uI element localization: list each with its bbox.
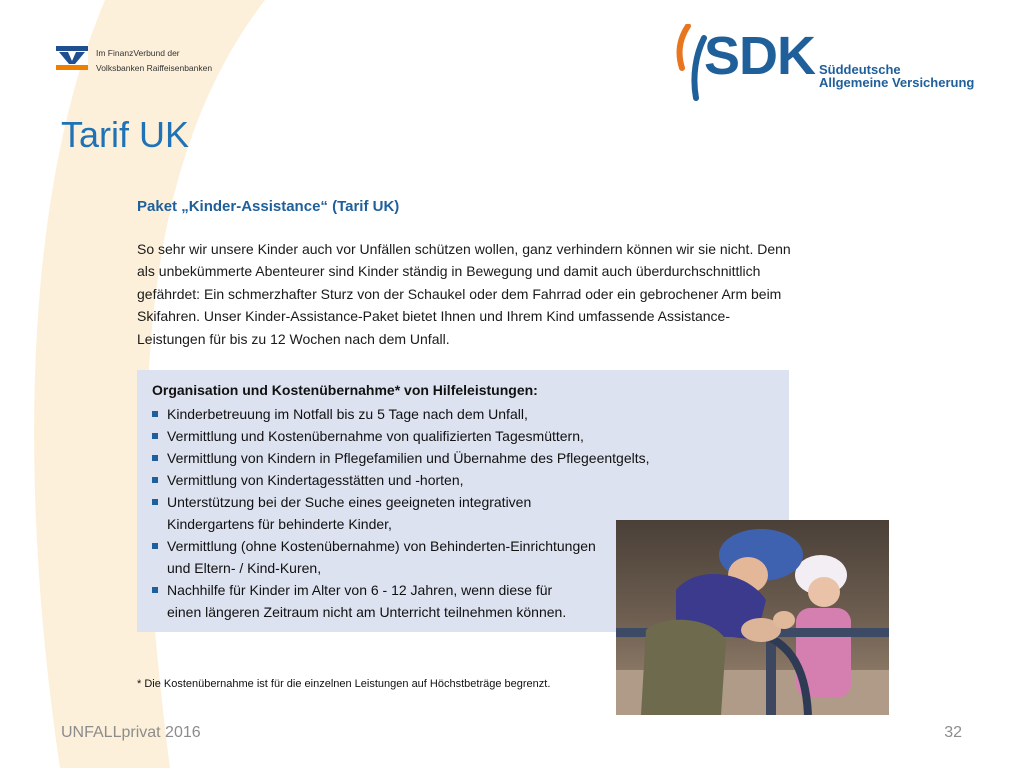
partner-line-1: Im FinanzVerbund der (96, 48, 180, 58)
list-item: Nachhilfe für Kinder im Alter von 6 - 12 Jahren, wenn diese für einen längeren Zeitraum nicht am Unterricht teilnehmen können. (152, 579, 752, 623)
bullet-square-icon (152, 455, 158, 461)
intro-paragraph: So sehr wir unsere Kinder auch vor Unfällen schützen wollen, ganz verhindern können wir sie nicht. Denn als unbekümmerte Abenteurer sind Kinder ständig in Bewegung und damit auch überdurchschnittlich gefährdet: Ein schmerzhafter Sturz von der Schaukel oder dem Fahrrad oder ein gebrochener Arm beim Skifahren. Unser Kinder-Assistance-Paket bietet Ihnen und Ihrem Kind umfassende Assistance-Leistungen für bis zu 12 Wochen nach dem Unfall. (137, 241, 791, 347)
bullet-square-icon (152, 411, 158, 417)
list-item: Kinderbetreuung im Notfall bis zu 5 Tage nach dem Unfall, (152, 403, 752, 425)
page-number: 32 (944, 724, 962, 741)
volksbank-logo-icon (56, 46, 88, 70)
bullet-square-icon (152, 543, 158, 549)
sdk-sub-line-2: Allgemeine Versicherung (819, 75, 975, 90)
sdk-brand-word: SDK (704, 26, 816, 86)
sdk-sub-line-1: Süddeutsche (819, 62, 901, 77)
list-item: Vermittlung und Kostenübernahme von qualifizierten Tagesmüttern, (152, 425, 752, 447)
services-heading: Organisation und Kostenübernahme* von Hilfeleistungen: (152, 382, 538, 398)
bullet-square-icon (152, 433, 158, 439)
list-item: Unterstützung bei der Suche eines geeigneten integrativen Kindergartens für behinderte Kinder, (152, 491, 752, 535)
sdk-logo-icon (674, 24, 708, 104)
bullet-square-icon (152, 499, 158, 505)
list-item: Vermittlung von Kindertagesstätten und -horten, (152, 469, 752, 491)
children-photo (616, 520, 889, 715)
slide-title: Tarif UK (61, 114, 190, 155)
partner-logo (56, 46, 212, 76)
content-block (137, 196, 797, 350)
partner-text (96, 46, 212, 76)
partner-line-2: Volksbanken Raiffeisenbanken (96, 63, 213, 73)
bullet-square-icon (152, 477, 158, 483)
list-item: Vermittlung von Kindern in Pflegefamilien und Übernahme des Pflegeentgelts, (152, 447, 752, 469)
bullet-square-icon (152, 587, 158, 593)
footnote: * Die Kostenübernahme ist für die einzelnen Leistungen auf Höchstbeträge begrenzt. (137, 678, 551, 690)
package-heading: Paket „Kinder-Assistance“ (Tarif UK) (137, 198, 400, 215)
sdk-brand-subtitle (819, 63, 989, 89)
list-item: Vermittlung (ohne Kostenübernahme) von Behinderten-Einrichtungen und Eltern- / Kind-Kuren, (152, 535, 752, 579)
footer-product: UNFALLprivat 2016 (61, 724, 201, 741)
